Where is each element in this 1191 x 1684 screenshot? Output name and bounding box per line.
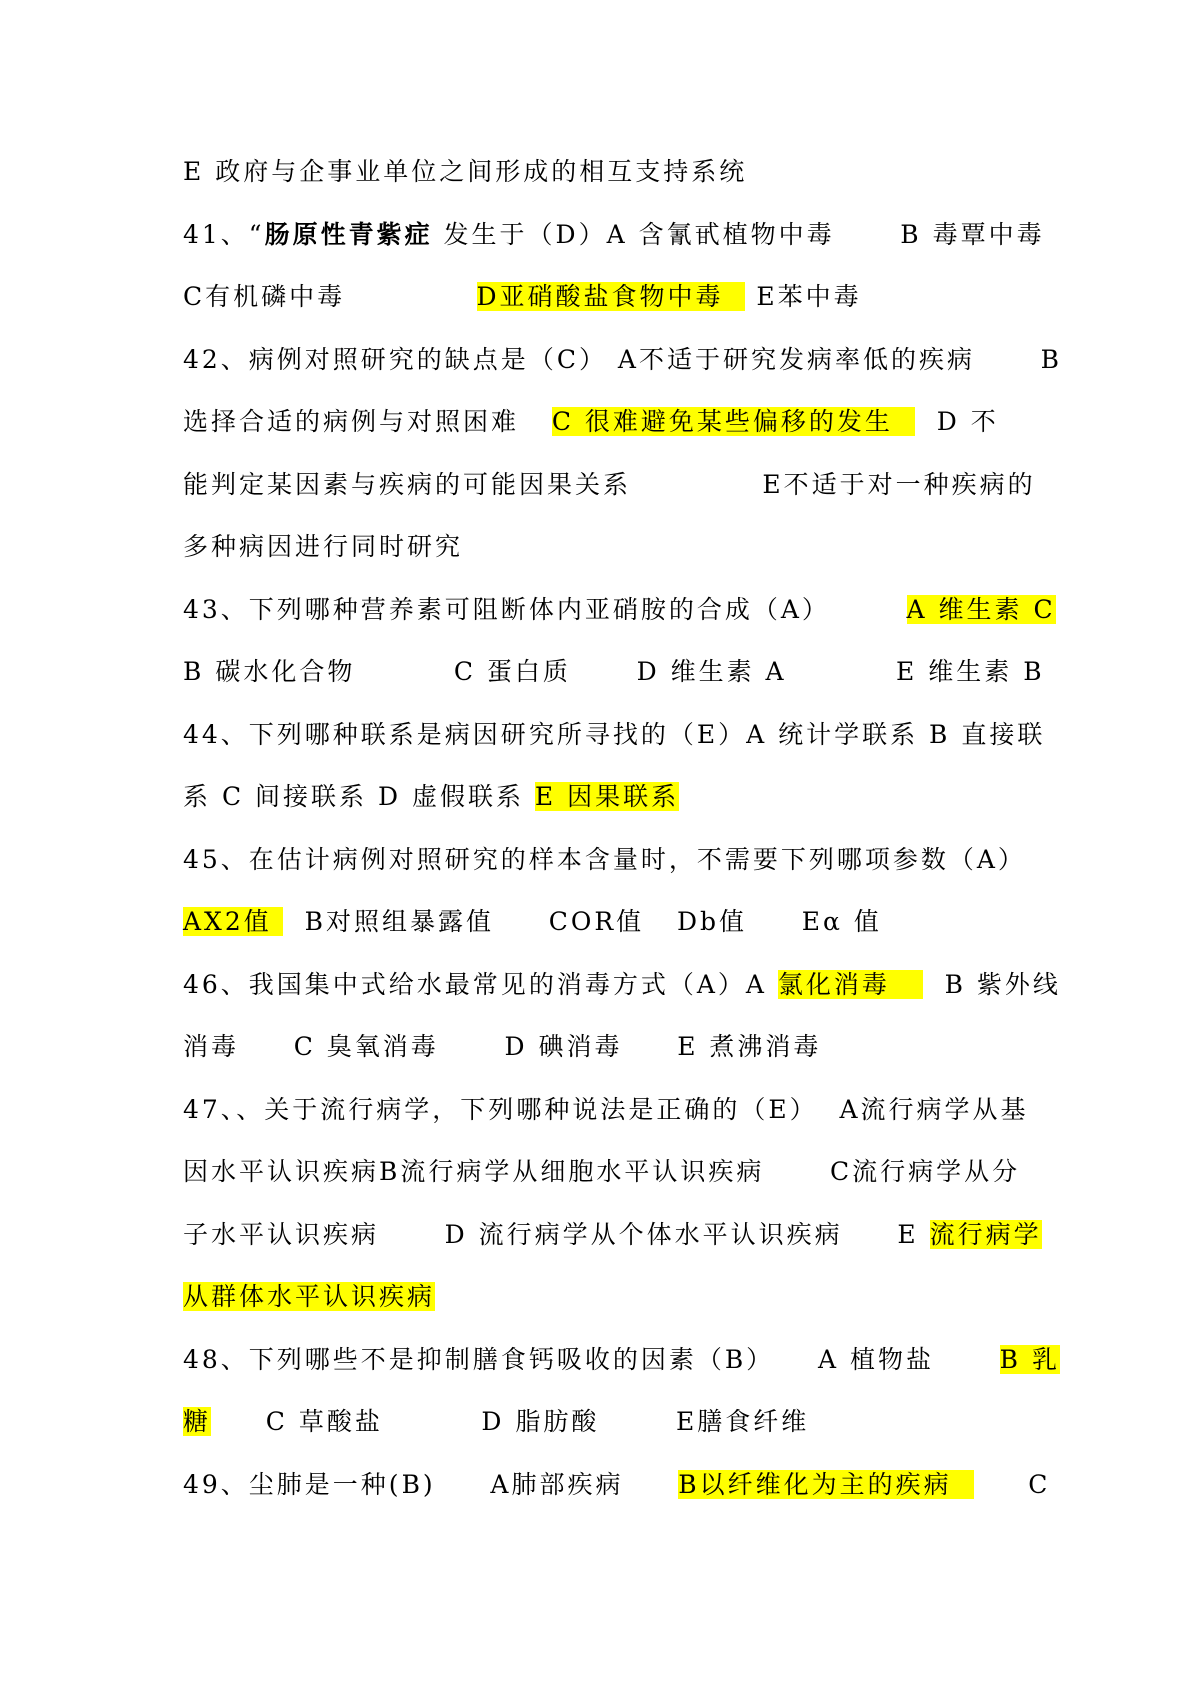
highlighted-answer: C 很难避免某些偏移的发生	[551, 407, 915, 436]
text-segment: 47、、关于流行病学，下列哪种说法是正确的（E） A流行病学从基	[183, 1094, 1029, 1124]
text-line	[183, 900, 1023, 963]
text-segment: 41、“	[183, 219, 265, 249]
text-segment: 能判定某因素与疾病的可能因果关系 E不适于对一种疾病的	[183, 469, 1036, 499]
text-line	[183, 1400, 1023, 1463]
text-line	[183, 963, 1061, 1026]
text-line	[183, 275, 1023, 338]
text-segment: 子水平认识疾病 D 流行病学从个体水平认识疾病 E	[183, 1219, 930, 1249]
text-segment: 肠原性青紫症	[264, 219, 433, 249]
text-line	[183, 650, 1045, 713]
highlighted-answer: B 乳	[999, 1344, 1060, 1374]
text-line	[183, 588, 1056, 651]
text-segment: B 碳水化合物 C 蛋白质 D 维生素 A E 维生素 B	[183, 657, 1045, 686]
text-segment: E 政府与企事业单位之间形成的相互支持系统	[183, 157, 748, 186]
highlighted-answer: D亚硝酸盐食物中毒	[476, 282, 746, 311]
text-segment: 48、下列哪些不是抑制膳食钙吸收的因素（B） A 植物盐	[183, 1344, 1000, 1374]
text-line	[183, 1213, 1042, 1276]
text-line	[183, 1463, 1051, 1526]
text-segment: C	[973, 1469, 1051, 1499]
text-line	[183, 1025, 1023, 1088]
text-segment: 46、我国集中式给水最常见的消毒方式（A）A	[183, 969, 778, 999]
text-segment: B 紫外线	[922, 969, 1061, 999]
text-line	[183, 338, 1062, 401]
text-line	[183, 150, 1023, 213]
highlighted-answer: 从群体水平认识疾病	[183, 1282, 436, 1311]
text-line	[183, 1338, 1060, 1401]
highlighted-answer: B以纤维化为主的疾病	[678, 1469, 974, 1499]
text-line	[183, 838, 1026, 901]
text-line	[183, 1088, 1029, 1151]
document-body	[183, 150, 1062, 1525]
text-segment: 因水平认识疾病B流行病学从细胞水平认识疾病 C流行病学从分	[183, 1157, 1021, 1186]
highlighted-answer: 流行病学	[929, 1219, 1042, 1249]
text-line	[183, 1275, 1023, 1338]
highlighted-answer: E 因果联系	[534, 782, 680, 811]
text-segment: D 不	[914, 407, 999, 436]
highlighted-answer: A 维生素 C	[906, 594, 1056, 624]
text-segment: 消毒 C 臭氧消毒 D 碘消毒 E 煮沸消毒	[183, 1032, 822, 1061]
text-segment: 42、病例对照研究的缺点是（C） A不适于研究发病率低的疾病 B	[183, 344, 1062, 374]
text-segment: 发生于（D）A 含氰甙植物中毒 B 毒覃中毒	[432, 219, 1045, 249]
text-line	[183, 1150, 1023, 1213]
text-line	[183, 713, 1046, 776]
text-segment: C有机磷中毒	[183, 282, 477, 311]
text-segment: E苯中毒	[745, 282, 862, 311]
text-segment: B对照组暴露值 COR值 Db值 Eα 值	[282, 907, 882, 936]
text-segment: 45、在估计病例对照研究的样本含量时，不需要下列哪项参数（A）	[183, 844, 1026, 874]
highlighted-answer: 糖	[183, 1407, 212, 1436]
highlighted-answer: 氯化消毒	[777, 969, 923, 999]
text-line	[183, 775, 1023, 838]
text-segment: 43、下列哪种营养素可阻断体内亚硝胺的合成（A）	[183, 594, 907, 624]
text-segment: C 草酸盐 D 脂肪酸 E膳食纤维	[211, 1407, 810, 1436]
text-line	[183, 525, 1023, 588]
text-line	[183, 213, 1045, 276]
text-segment: 多种病因进行同时研究	[183, 532, 464, 561]
text-segment: 选择合适的病例与对照困难	[183, 407, 552, 436]
text-segment: 49、尘肺是一种(B) A肺部疾病	[183, 1469, 679, 1499]
text-segment: 系 C 间接联系 D 虚假联系	[183, 782, 535, 811]
text-line	[183, 463, 1036, 526]
text-line	[183, 400, 1023, 463]
highlighted-answer: AX2值	[183, 907, 283, 936]
text-segment: 44、下列哪种联系是病因研究所寻找的（E）A 统计学联系 B 直接联	[183, 719, 1046, 749]
